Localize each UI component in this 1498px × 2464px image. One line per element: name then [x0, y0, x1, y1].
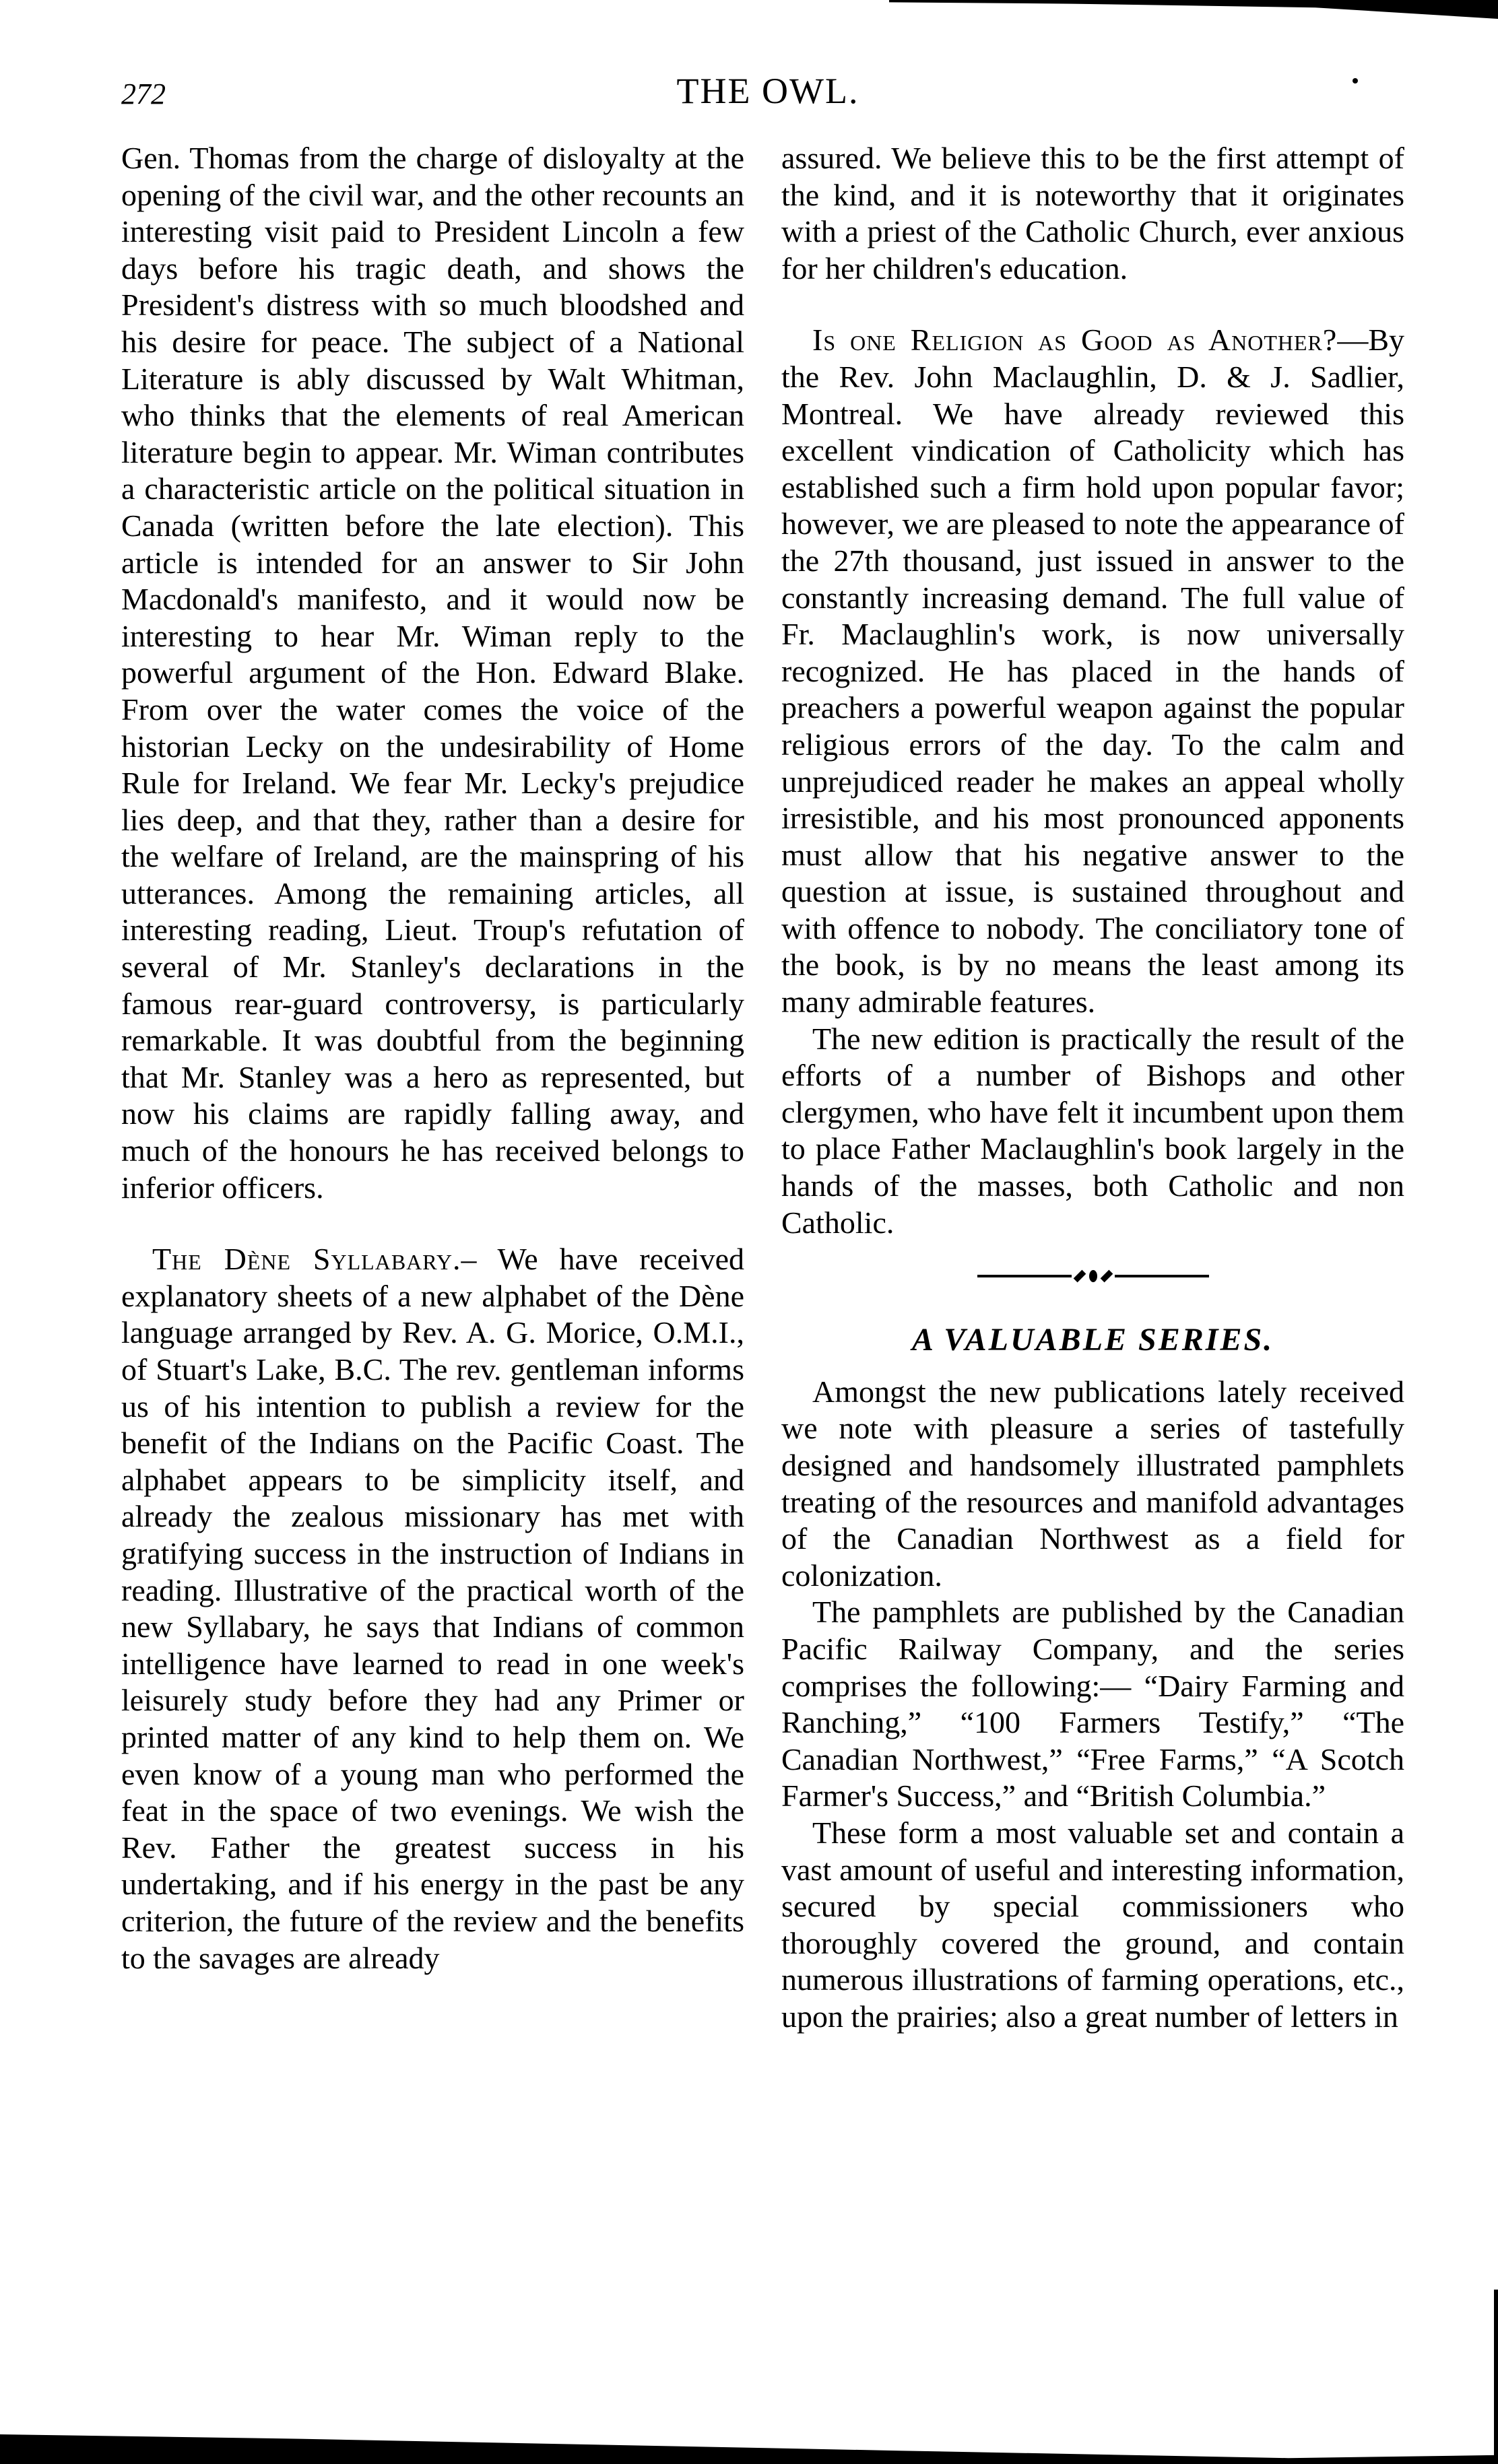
section-divider-ornament	[781, 1256, 1404, 1296]
divider-rule-right	[1115, 1275, 1209, 1277]
review-continuation-paragraph: Gen. Thomas from the charge of disloyalty at the opening of the civil war, and the other recounts an interesting visit paid to President Lincoln a few days before his tragic death, and shows the President's distress with so much bloodshed and his desire for peace. The subject of a National Literature is ably discussed by Walt Whitman, who thinks that the elements of real American literature begin to appear. Mr. Wiman contributes a characteristic article on the political situation in Canada (written before the late election). This article is intended for an answer to Sir John Macdonald's manifesto, and it would now be interesting to hear Mr. Wiman reply to the powerful argument of the Hon. Edward Blake. From over the water comes the voice of the historian Lecky on the undesirability of Home Rule for Ireland. We fear Mr. Lecky's prejudice lies deep, and that they, rather than a desire for the welfare of Ireland, are the mainspring of his utterances. Among the remaining articles, all interesting reading, Lieut. Troup's refutation of several of Mr. Stanley's declarations in the famous rear-guard controversy, is particularly remarkable. It was doubtful from the beginning that Mr. Stanley was a hero as represented, but now his claims are rapidly falling away, and much of the honours he has received belongs to inferior officers.	[121, 141, 744, 1205]
series-paragraph-2: The pamphlets are published by the Canadian Pacific Railway Company, and the series comprises the following:— “Dairy Farming and Ranching,” “100 Farmers Testify,” “The Canadian Northwest,” “Free Farms,” “A Scotch Farmer's Success,” and “British Columbia.”	[781, 1595, 1404, 1813]
dene-syllabary-body: – We have received explanatory sheets of a new alphabet of the Dène language arranged by Rev. A. G. Morice, O.M.I., of Stuart's Lake, B.C. The rev. gentleman informs us of his intention to publish a review for the benefit of the Indians on the Pacific Coast. The alphabet appears to be simplicity itself, and already the zealous missionary has met with gratifying success in the instruction of Indians in reading. Illustrative of the practical worth of the new Syllabary, he says that Indians of common intelligence have learned to read in one week's leisurely study before they had any Primer or printed matter of any kind to help them on. We even know of a young man who performed the feat in the space of two evenings. We wish the Rev. Father the greatest success in his undertaking, and if his energy in the past be any criterion, the future of the review and the benefits to the savages are already	[121, 1242, 745, 1975]
religion-review-paragraph-2: The new edition is practically the result of the efforts of a number of Bishops and other clergymen, who have felt it incumbent upon them to place Father Maclaughlin's book largely in the hands of the masses, both Catholic and non Catholic.	[781, 1021, 1404, 1240]
series-paragraph-3: These form a most valuable set and contain a vast amount of useful and interesting information, secured by special commissioners who thoroughly covered the ground, and contain numerous illustrations of farming operations, etc., upon the prairies; also a great number of letters in	[781, 1815, 1404, 2034]
divider-diamond-icon	[1073, 1270, 1086, 1283]
right-column	[781, 140, 1404, 2036]
religion-review-heading: Is one Religion as Good as Another?	[812, 323, 1338, 358]
dene-continuation-paragraph: assured. We believe this to be the first attempt of the kind, and it is noteworthy that it originates with a priest of the Catholic Church, ever anxious for her children's education.	[781, 141, 1404, 286]
section-title: A VALUABLE SERIES.	[911, 1322, 1274, 1358]
religion-review-body: —By the Rev. John Maclaughlin, D. & J. Sadlier, Montreal. We have already reviewed this excellent vindication of Catholicity which has established such a firm hold upon popular favor; however, we are pleased to note the appearance of the 27th thousand, just issued in answer to the constantly increasing demand. The full value of Fr. Maclaughlin's work, is now universally recognized. He has placed in the hands of preachers a powerful weapon against the popular religious errors of the day. To the calm and unprejudiced reader he makes an appeal wholly irresistible, and his most pronounced apponents must allow that his negative answer to the question at issue, is sustained throughout and with offence to nobody. The conciliatory tone of the book, is by no means the least among its many admirable features.	[781, 323, 1404, 1020]
divider-rule-left	[977, 1275, 1072, 1277]
journal-title: THE OWL.	[676, 71, 859, 111]
divider-diamond-icon	[1100, 1270, 1113, 1283]
divider-dot-icon	[1089, 1270, 1097, 1282]
series-paragraph-1: Amongst the new publications lately received we note with pleasure a series of tastefully designed and handsomely illustrated pamphlets treating of the resources and manifold advantages of the Canadian Northwest as a field for colonization.	[781, 1374, 1404, 1593]
page-number: 272	[121, 77, 166, 110]
dene-syllabary-paragraph	[121, 1241, 744, 1976]
scan-border-right	[1494, 2290, 1498, 2464]
left-column	[121, 140, 744, 1976]
scan-border-bottom	[0, 2434, 1498, 2464]
scan-border-top	[889, 0, 1498, 19]
religion-review-paragraph	[781, 322, 1404, 1020]
running-head	[121, 70, 1414, 110]
print-speck	[1353, 78, 1358, 84]
dene-syllabary-heading: The Dène Syllabary.	[152, 1242, 461, 1277]
